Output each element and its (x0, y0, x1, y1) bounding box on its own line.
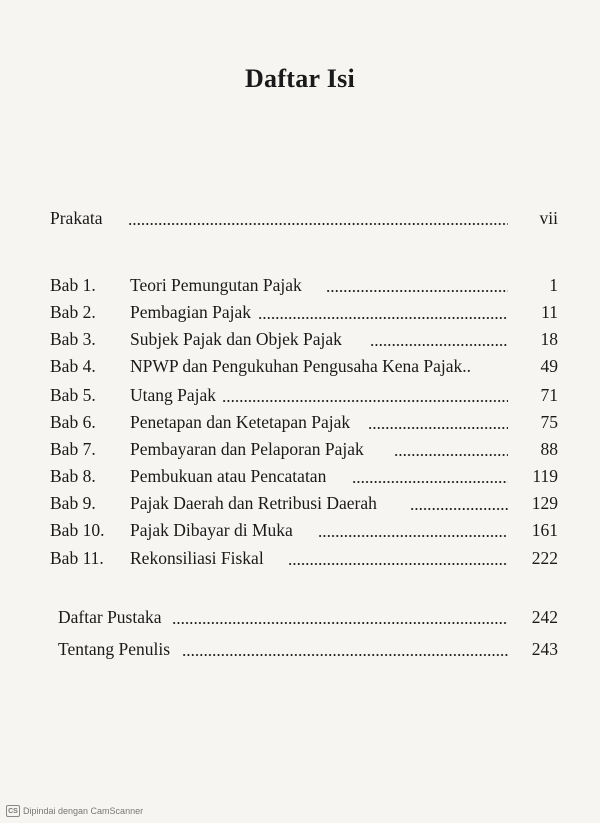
toc-row-chapter (0, 517, 600, 543)
chapter-title: Subjek Pajak dan Objek Pajak (130, 329, 342, 349)
chapter-title: Pembukuan atau Pencatatan (130, 466, 327, 486)
chapter-number: Bab 4. (50, 356, 96, 376)
toc-row-chapter (0, 353, 600, 379)
back-matter-page: 242 (531, 607, 558, 627)
chapter-page: 18 (540, 329, 558, 349)
toc-row-chapter (0, 382, 600, 408)
chapter-number: Bab 10. (50, 520, 105, 540)
chapter-title: Teori Pemungutan Pajak (130, 275, 302, 295)
toc-row-back-matter (0, 604, 600, 630)
chapter-page: 161 (531, 520, 558, 540)
back-matter-label: Tentang Penulis (58, 639, 171, 659)
leader-dots (258, 301, 508, 321)
page-title: Daftar Isi (244, 64, 356, 93)
chapter-number: Bab 5. (50, 385, 96, 405)
chapter-title: Pembagian Pajak (130, 302, 252, 322)
chapter-number: Bab 1. (50, 275, 96, 295)
chapter-number: Bab 3. (50, 329, 96, 349)
chapter-page: 222 (531, 548, 558, 568)
chapter-number: Bab 6. (50, 412, 96, 432)
leader-dots (222, 384, 508, 404)
chapter-number: Bab 7. (50, 439, 96, 459)
prakata-label: Prakata (50, 208, 103, 228)
chapter-title: Rekonsiliasi Fiskal (130, 548, 264, 568)
chapter-title: Pajak Dibayar di Muka (130, 520, 293, 540)
chapter-title: NPWP dan Pengukuhan Pengusaha Kena Pajak.. (130, 356, 472, 376)
toc-row-chapter (0, 436, 600, 462)
toc-row-chapter (0, 545, 600, 571)
chapter-number: Bab 9. (50, 493, 96, 513)
chapter-page: 11 (541, 302, 558, 322)
chapter-page: 129 (531, 493, 558, 513)
toc-row-chapter (0, 299, 600, 325)
toc-row-chapter (0, 326, 600, 352)
leader-dots (182, 638, 508, 658)
toc-row-chapter (0, 409, 600, 435)
camscanner-icon: CS (6, 805, 20, 817)
prakata-page: vii (539, 208, 558, 228)
chapter-number: Bab 11. (50, 548, 104, 568)
back-matter-page: 243 (531, 639, 558, 659)
chapter-page: 75 (540, 412, 558, 432)
chapter-page: 71 (540, 385, 558, 405)
chapter-page: 119 (532, 466, 558, 486)
leader-dots (370, 328, 508, 348)
leader-dots (326, 274, 508, 294)
leader-dots (368, 411, 508, 431)
toc-row-back-matter (0, 636, 600, 662)
chapter-title: Pembayaran dan Pelaporan Pajak (130, 439, 364, 459)
chapter-page: 1 (549, 275, 558, 295)
toc-row-prakata (0, 205, 600, 231)
leader-dots (318, 519, 508, 539)
leader-dots (128, 207, 508, 227)
toc-row-chapter (0, 490, 600, 516)
back-matter-label: Daftar Pustaka (58, 607, 162, 627)
watermark-text: Dipindai dengan CamScanner (23, 806, 144, 816)
leader-dots (352, 465, 508, 485)
chapter-title: Pajak Daerah dan Retribusi Daerah (130, 493, 377, 513)
chapter-title: Utang Pajak (130, 385, 217, 405)
scanner-watermark (6, 805, 143, 817)
leader-dots (394, 438, 508, 458)
leader-dots (410, 492, 508, 512)
leader-dots (172, 606, 508, 626)
toc-row-chapter (0, 463, 600, 489)
toc-row-chapter (0, 272, 600, 298)
chapter-number: Bab 8. (50, 466, 96, 486)
leader-dots (288, 547, 508, 567)
chapter-title: Penetapan dan Ketetapan Pajak (130, 412, 351, 432)
chapter-page: 49 (540, 356, 558, 376)
chapter-page: 88 (540, 439, 558, 459)
chapter-number: Bab 2. (50, 302, 96, 322)
